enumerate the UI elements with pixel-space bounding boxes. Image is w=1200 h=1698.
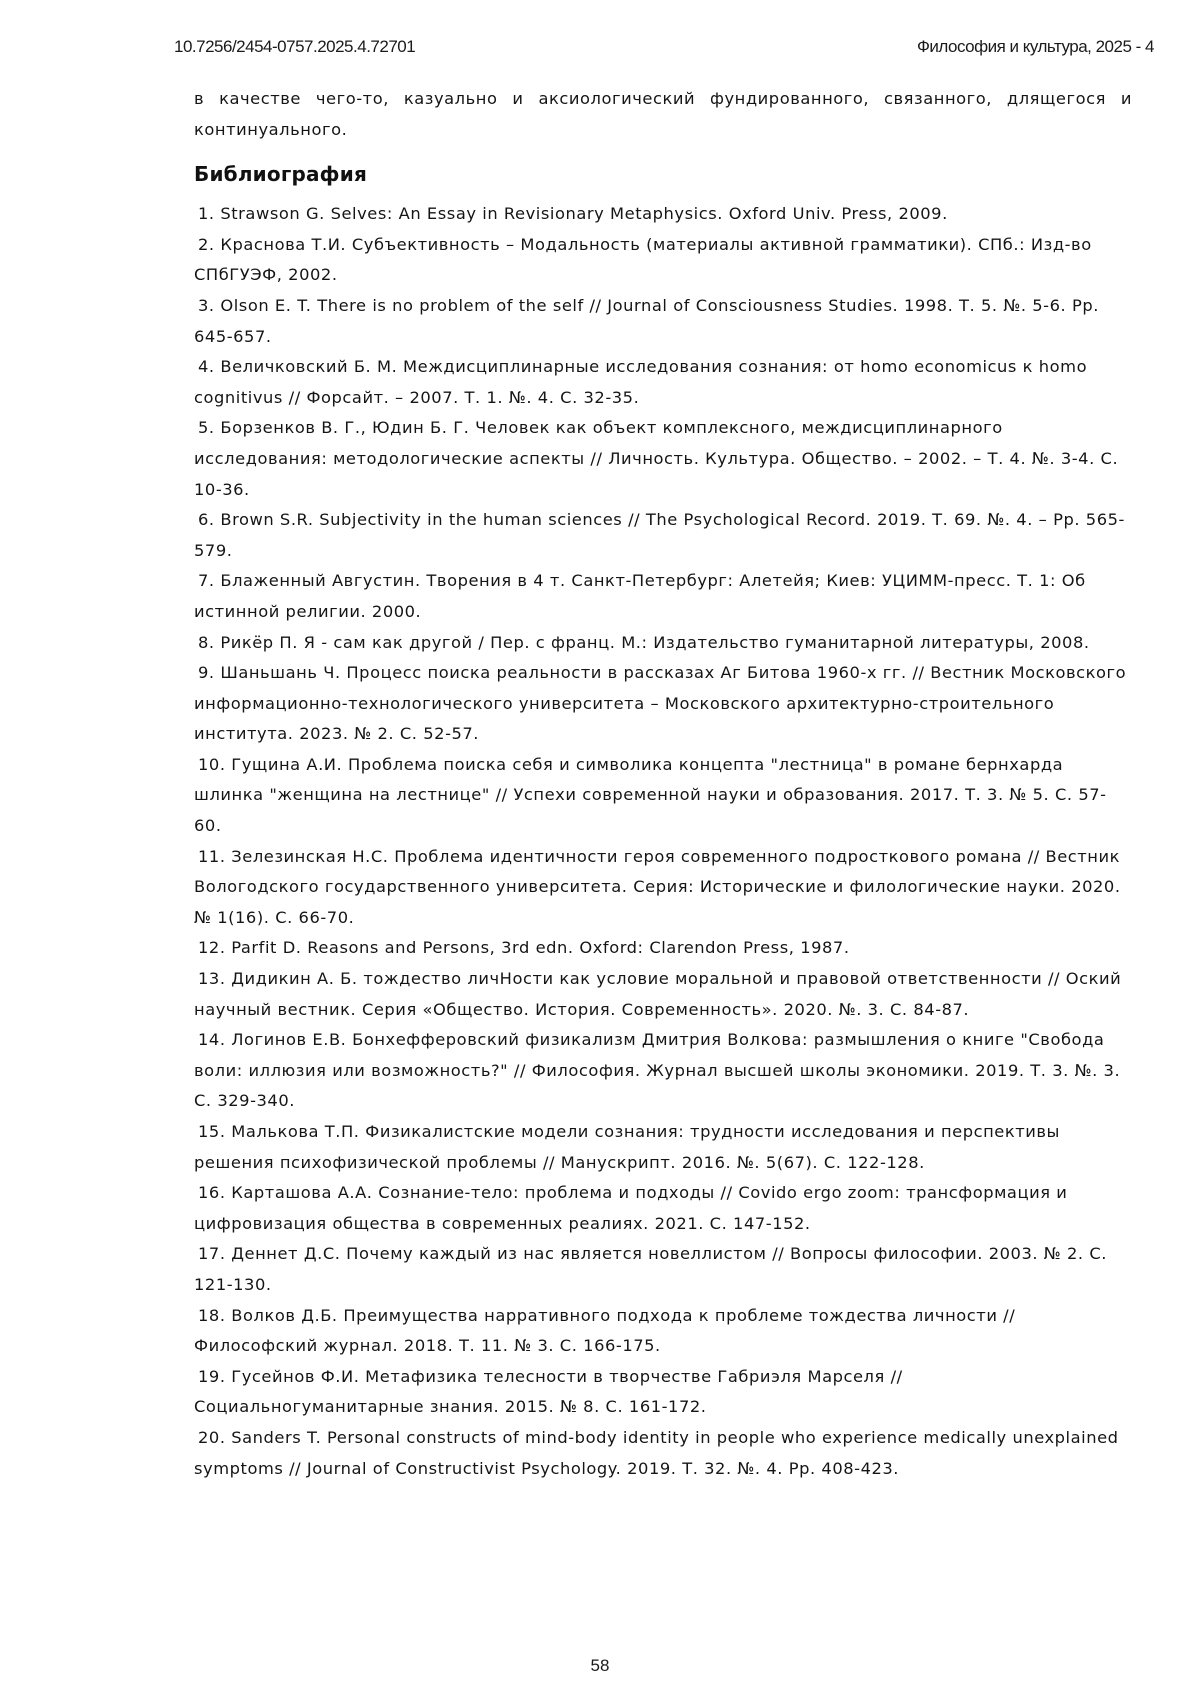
- bibliography-item: 20. Sanders T. Personal constructs of mind-body identity in people who experience medically unexplained symptoms // Journal of Constructivist Psychology. 2019. Т. 32. №. 4. Рр. 408-423.: [194, 1427, 1119, 1478]
- bibliography-item: 18. Волков Д.Б. Преимущества нарративного подхода к проблеме тождества личности // Философский журнал. 2018. Т. 11. № 3. С. 166-175.: [194, 1305, 1016, 1356]
- bibliography-item: 16. Карташова А.А. Сознание-тело: проблема и подходы // Covido ergo zoom: трансформация и цифровизация общества в современных реалиях. 2021. С. 147-152.: [194, 1183, 1068, 1233]
- main-content: [194, 84, 1132, 1484]
- bibliography-item: 14. Логинов Е.В. Бонхефферовский физикализм Дмитрия Волкова: размышления о книге "Свобода воли: иллюзия или возможность?" // Философия. Журнал высшей школы экономики. 2019. Т. 3. №. 3. С. 329-340.: [194, 1030, 1121, 1111]
- bibliography-heading: Библиография: [194, 162, 367, 187]
- bibliography-item: 3. Olson E. T. There is no problem of the self // Journal of Consciousness Studies. 1998. Т. 5. №. 5-6. Рр. 645-657.: [194, 295, 1099, 346]
- bibliography-item: 17. Деннет Д.С. Почему каждый из нас является новеллистом // Вопросы философии. 2003. № 2. С. 121-130.: [194, 1244, 1108, 1294]
- page-number: 58: [590, 1656, 610, 1675]
- bibliography-item: 11. Зелезинская Н.С. Проблема идентичности героя современного подросткового романа // Вестник Вологодского государственного университета. Серия: Исторические и филологические науки. 2020. № 1(16). С. 66-70.: [194, 846, 1121, 927]
- doi-label: 10.7256/2454-0757.2025.4.72701: [174, 37, 416, 56]
- bibliography-item: 6. Brown S.R. Subjectivity in the human sciences // The Psychological Record. 2019. Т. 69. №. 4. – Рр. 565-579.: [194, 510, 1125, 560]
- running-header: [174, 37, 1154, 61]
- bibliography-item: 19. Гусейнов Ф.И. Метафизика телесности в творчестве Габриэля Марселя // Социальногуманитарные знания. 2015. № 8. С. 161-172.: [194, 1366, 903, 1417]
- bibliography-item: 5. Борзенков В. Г., Юдин Б. Г. Человек как объект комплексного, междисциплинарного исследования: методологические аспекты // Личность. Культура. Общество. – 2002. – Т. 4. №. 3-4. С. 10-36.: [194, 418, 1119, 499]
- bibliography-item: 8. Рикёр П. Я - сам как другой / Пер. с франц. М.: Издательство гуманитарной литературы, 2008.: [198, 632, 1090, 652]
- bibliography-item: 4. Величковский Б. М. Междисциплинарные исследования сознания: от homo economicus к homo cognitivus // Форсайт. – 2007. Т. 1. №. 4. С. 32-35.: [194, 357, 1088, 407]
- bibliography-list: [194, 199, 1132, 1484]
- bibliography-item: 15. Малькова Т.П. Физикалистские модели сознания: трудности исследования и перспективы решения психофизической проблемы // Манускрипт. 2016. №. 5(67). С. 122-128.: [194, 1122, 1060, 1172]
- bibliography-item: 1. Strawson G. Selves: An Essay in Revisionary Metaphysics. Oxford Univ. Press, 2009.: [198, 204, 948, 224]
- bibliography-item: 2. Краснова Т.И. Субъективность – Модальность (материалы активной грамматики). СПб.: Изд-во СПбГУЭФ, 2002.: [194, 234, 1092, 285]
- bibliography-item: 10. Гущина А.И. Проблема поиска себя и символика концепта "лестница" в романе бернхарда шлинка "женщина на лестнице" // Успехи современной науки и образования. 2017. Т. 3. № 5. С. 57-60.: [194, 754, 1107, 836]
- bibliography-item: 13. Дидикин А. Б. тождество личНости как условие моральной и правовой ответственности // Оский научный вестник. Серия «Общество. История. Современность». 2020. №. 3. С. 84-87.: [194, 969, 1122, 1019]
- bibliography-item: 7. Блаженный Августин. Творения в 4 т. Санкт-Петербург: Алетейя; Киев: УЦИММ-пресс. Т. 1: Об истинной религии. 2000.: [194, 571, 1086, 621]
- bibliography-item: 12. Parfit D. Reasons and Persons, 3rd edn. Oxford: Clarendon Press, 1987.: [198, 938, 850, 958]
- journal-issue-label: Философия и культура, 2025 - 4: [917, 37, 1154, 56]
- bibliography-item: 9. Шаньшань Ч. Процесс поиска реальности в рассказах Аг Битова 1960-х гг. // Вестник Московского информационно-технологического университета – Московского архитектурно-строительного института. 2023. № 2. С. 52-57.: [194, 663, 1127, 744]
- intro-paragraph: в качестве чего-то, казуально и аксиологический фундированного, связанного, длящегося и континуального.: [194, 89, 1132, 139]
